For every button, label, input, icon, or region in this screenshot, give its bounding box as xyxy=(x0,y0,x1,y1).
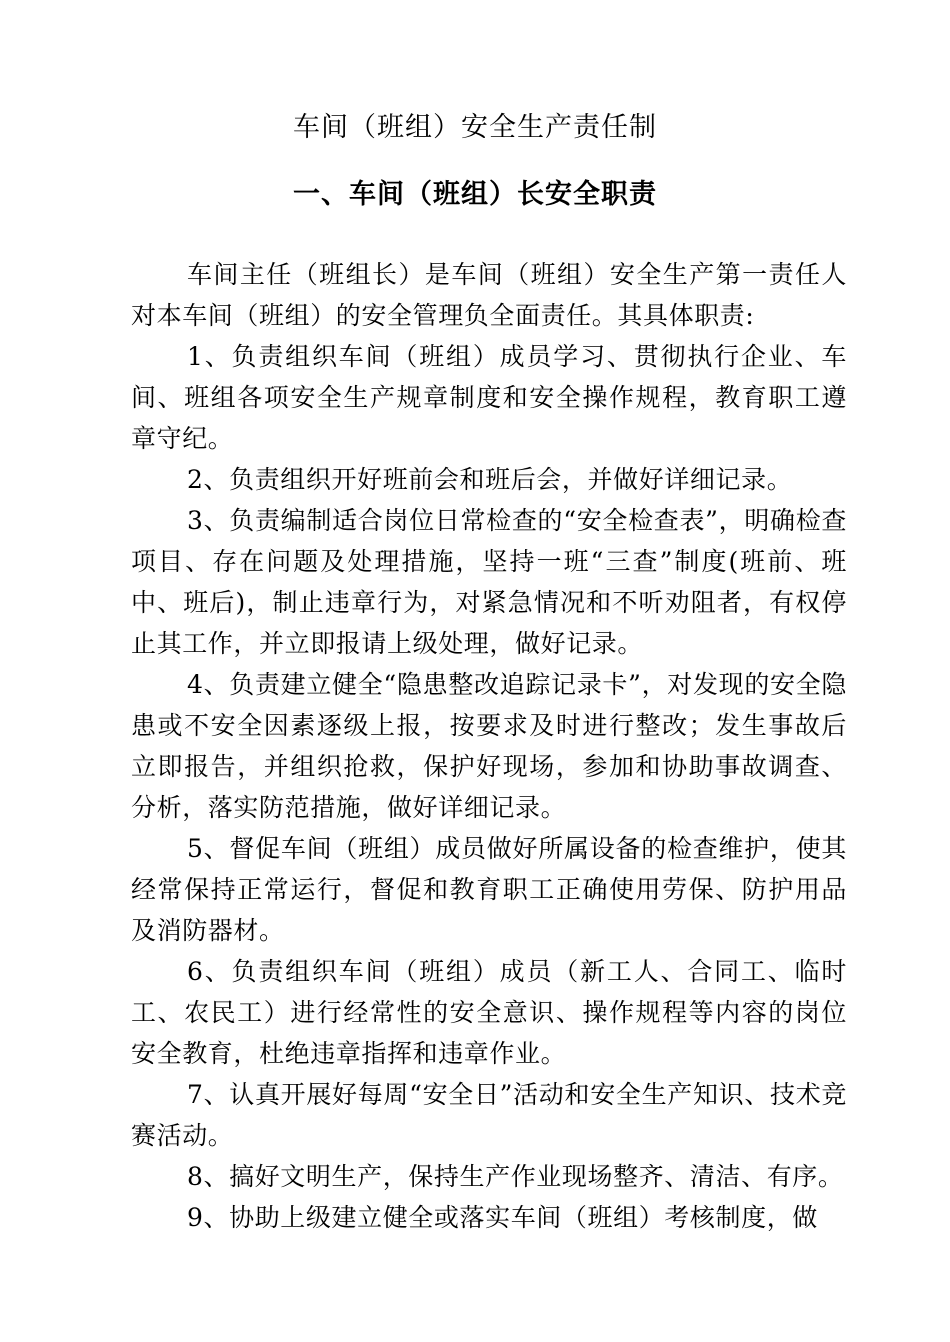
paragraph-item-5: 5、督促车间（班组）成员做好所属设备的检查维护，使其经常保持正常运行，督促和教育职工正确使用劳保、防护用品及消防器材。 xyxy=(131,834,847,945)
paragraph-item-4: 4、负责建立健全“隐患整改追踪记录卡”，对发现的安全隐患或不安全因素逐级上报，按要求及时进行整改；发生事故后立即报告，并组织抢救，保护好现场，参加和协助事故调查、分析，落实防范措施，做好详细记录。 xyxy=(131,670,847,822)
paragraph-item-9: 9、协助上级建立健全或落实车间（班组）考核制度，做 xyxy=(187,1203,818,1232)
document-body xyxy=(131,254,847,1238)
paragraph-item-8: 8、搞好文明生产，保持生产作业现场整齐、清洁、有序。 xyxy=(187,1162,844,1191)
paragraph-item-6: 6、负责组织车间（班组）成员（新工人、合同工、临时工、农民工）进行经常性的安全意识、操作规程等内容的岗位安全教育，杜绝违章指挥和违章作业。 xyxy=(131,957,847,1068)
paragraph-intro: 车间主任（班组长）是车间（班组）安全生产第一责任人对本车间（班组）的安全管理负全面责任。其具体职责: xyxy=(131,260,847,330)
paragraph-item-7: 7、认真开展好每周“安全日”活动和安全生产知识、技术竞赛活动。 xyxy=(131,1080,847,1150)
paragraph-item-1: 1、负责组织车间（班组）成员学习、贯彻执行企业、车间、班组各项安全生产规章制度和安全操作规程，教育职工遵章守纪。 xyxy=(131,342,847,453)
document-title: 车间（班组）安全生产责任制 xyxy=(293,112,657,143)
paragraph-item-2: 2、负责组织开好班前会和班后会，并做好详细记录。 xyxy=(187,465,793,494)
paragraph-item-3: 3、负责编制适合岗位日常检查的“安全检查表”，明确检查项目、存在问题及处理措施，坚持一班“三查”制度(班前、班中、班后)，制止违章行为，对紧急情况和不听劝阻者，有权停止其工作，并立即报请上级处理，做好记录。 xyxy=(131,506,847,658)
section-heading: 一、车间（班组）长安全职责 xyxy=(293,179,657,210)
